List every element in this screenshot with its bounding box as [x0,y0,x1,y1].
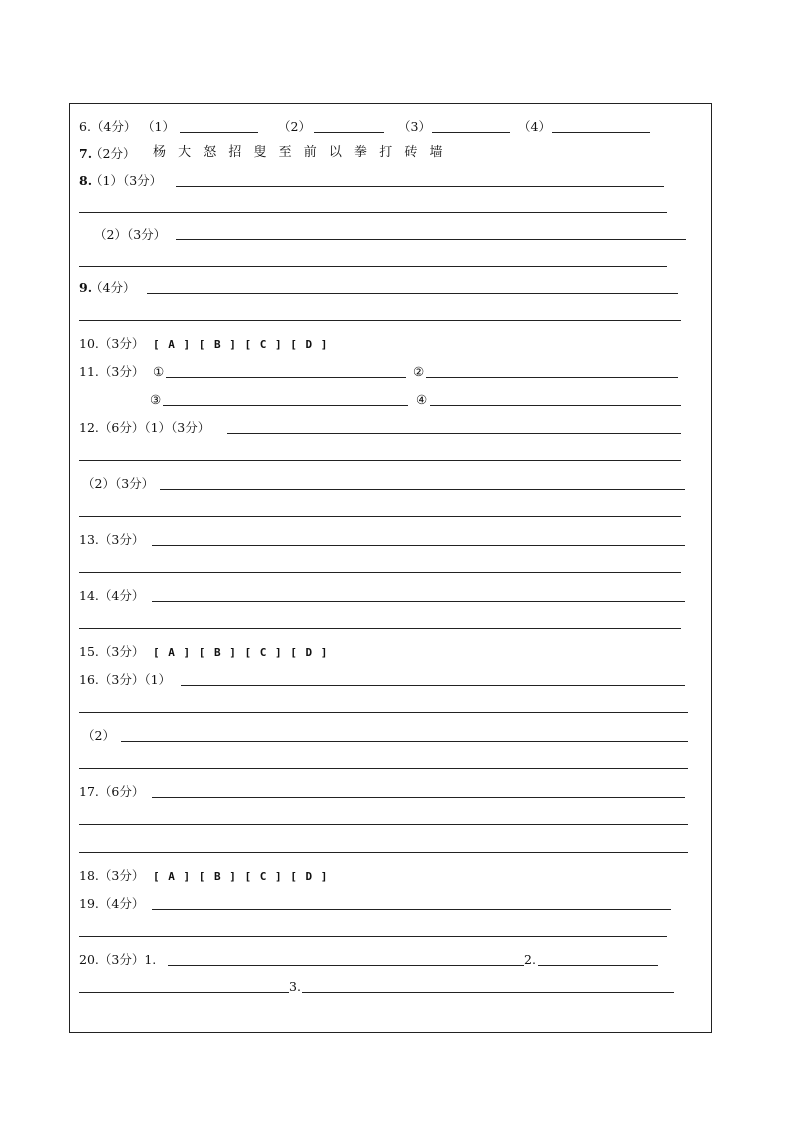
q6-blank4[interactable] [552,132,650,133]
q9-line2[interactable] [79,320,681,321]
q6-label: 6.（4分） [79,119,137,134]
q15-options[interactable]: [ A ] [ B ] [ C ] [ D ] [153,646,329,659]
q6-blank1-label: （1） [142,119,175,134]
q16-part1-line2[interactable] [79,712,688,713]
q12-part2-line2[interactable] [79,516,681,517]
q11-blank2[interactable] [426,377,678,378]
q11-blank1[interactable] [166,377,406,378]
q12-part2-label: （2）（3分） [82,476,155,491]
q20-blank2[interactable] [538,965,658,966]
q13-line2[interactable] [79,572,681,573]
q12-label: 12.（6分）（1）（3分） [79,420,211,435]
q7-num: 7. [79,146,93,161]
q17-label: 17.（6分） [79,784,145,799]
q8-part1-line1[interactable] [176,186,664,187]
q19-line1[interactable] [152,909,671,910]
q17-line3[interactable] [79,852,688,853]
q14-label: 14.（4分） [79,588,145,603]
q6-blank1[interactable] [180,132,258,133]
q6-blank2[interactable] [314,132,384,133]
q13-line1[interactable] [152,545,685,546]
q20-blank1[interactable] [168,965,524,966]
q11-circle3: ③ [150,392,162,407]
q16-part2-line1[interactable] [121,741,688,742]
q8-part1-line2[interactable] [79,212,667,213]
q11-blank4[interactable] [430,405,681,406]
q6-blank2-label: （2） [278,119,311,134]
q20-num3: 3. [289,979,301,994]
q14-line2[interactable] [79,628,681,629]
q19-label: 19.（4分） [79,896,145,911]
q14-line1[interactable] [152,601,685,602]
q9-line1[interactable] [147,293,678,294]
q12-part1-line1[interactable] [227,433,681,434]
q11-blank3[interactable] [163,405,408,406]
q10-options[interactable]: [ A ] [ B ] [ C ] [ D ] [153,338,329,351]
q9-points: （4分） [90,280,136,295]
q16-part2-label: （2） [82,728,115,743]
q7-points: （2分） [90,146,136,161]
q18-options[interactable]: [ A ] [ B ] [ C ] [ D ] [153,870,329,883]
answer-sheet [69,103,712,1033]
q12-part2-line1[interactable] [160,489,685,490]
q20-label: 20.（3分）1. [79,952,157,967]
q17-line2[interactable] [79,824,688,825]
q8-part2-line1[interactable] [176,239,686,240]
q17-line1[interactable] [152,797,685,798]
q6-blank3[interactable] [432,132,510,133]
q6-blank3-label: （3） [398,119,431,134]
q16-label: 16.（3分）（1） [79,672,172,687]
q11-circle2: ② [413,364,425,379]
q8-part2-line2[interactable] [79,266,667,267]
q15-label: 15.（3分） [79,644,145,659]
q20-blank2-cont[interactable] [79,992,289,993]
q8-part2-label: （2）（3分） [94,227,167,242]
q11-circle1: ① [153,364,165,379]
q11-circle4: ④ [416,392,428,407]
q12-part1-line2[interactable] [79,460,681,461]
q18-label: 18.（3分） [79,868,145,883]
q10-label: 10.（3分） [79,336,145,351]
q7-sentence: 杨 大 怒 招 叟 至 前 以 拳 打 砖 墙 [153,145,447,160]
q20-num2: 2. [524,952,536,967]
q6-blank4-label: （4） [518,119,551,134]
q13-label: 13.（3分） [79,532,145,547]
q20-blank3[interactable] [302,992,674,993]
q16-part2-line2[interactable] [79,768,688,769]
q16-part1-line1[interactable] [181,685,685,686]
q9-num: 9. [79,280,93,295]
q11-label: 11.（3分） [79,364,145,379]
q8-part1-label: （1）（3分） [90,173,163,188]
q8-num: 8. [79,173,93,188]
q19-line2[interactable] [79,936,667,937]
